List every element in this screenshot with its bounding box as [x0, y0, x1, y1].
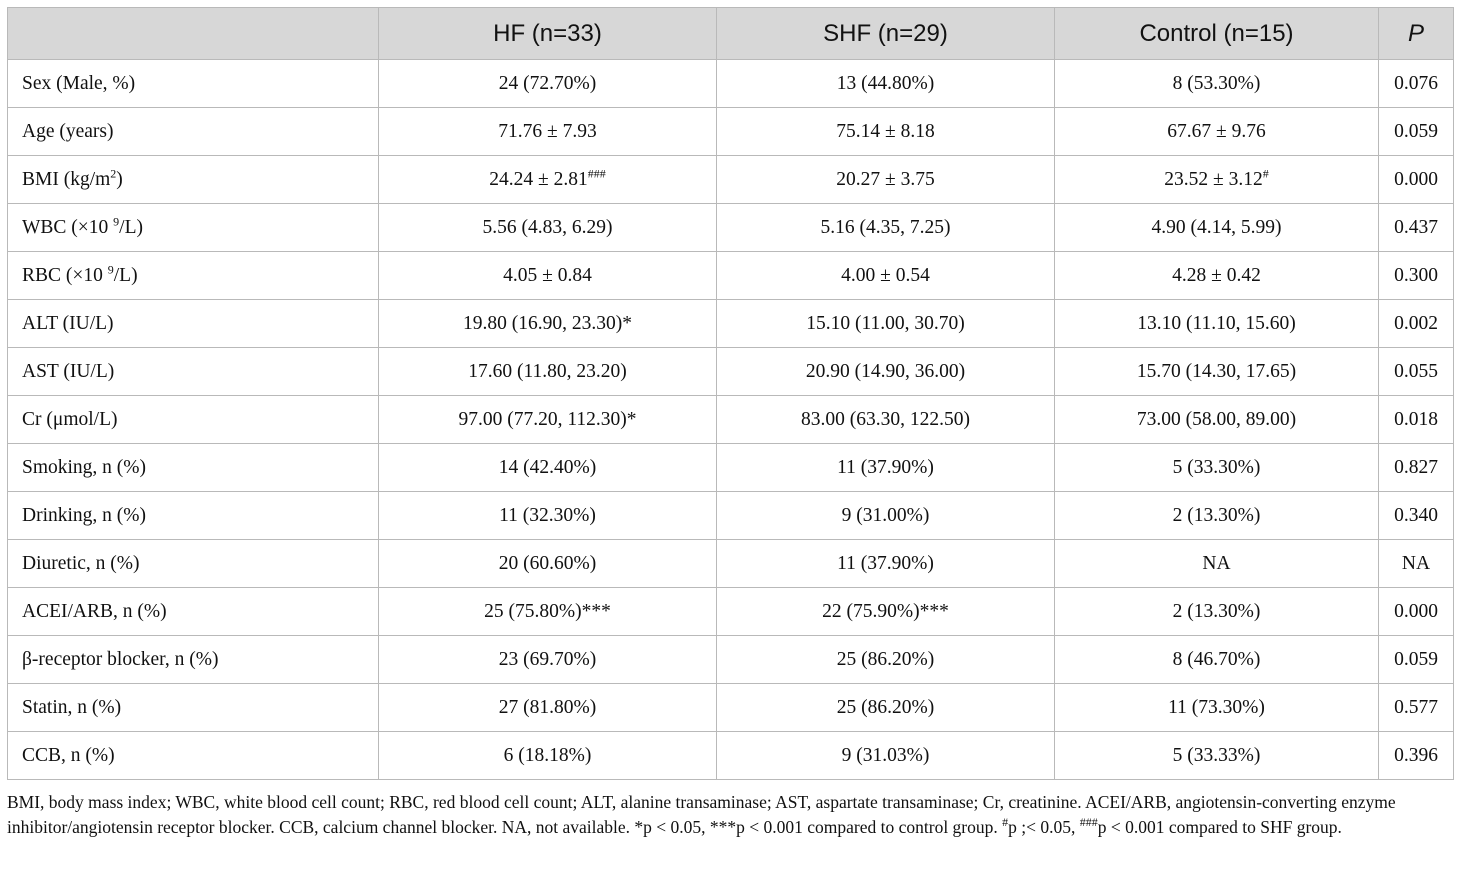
cell-shf: 20.90 (14.90, 36.00) — [717, 348, 1055, 396]
cell-shf: 9 (31.00%) — [717, 492, 1055, 540]
row-label-sup: 9 — [113, 214, 120, 228]
cell-control: 8 (46.70%) — [1055, 636, 1379, 684]
table-row — [8, 204, 1454, 252]
cell-p: 0.059 — [1379, 636, 1454, 684]
cell-hf: 24 (72.70%) — [379, 60, 717, 108]
cell-control: 4.28 ± 0.42 — [1055, 252, 1379, 300]
header-variable — [8, 8, 379, 60]
cell-hf — [379, 156, 717, 204]
header-control: Control (n=15) — [1055, 8, 1379, 60]
cell-hf: 6 (18.18%) — [379, 732, 717, 780]
table-row — [8, 108, 1454, 156]
row-label-text-end: /L) — [119, 216, 143, 238]
table-container — [7, 7, 1453, 780]
cell-value: 23.52 ± 3.12 — [1164, 168, 1263, 190]
cell-control: 13.10 (11.10, 15.60) — [1055, 300, 1379, 348]
cell-control — [1055, 156, 1379, 204]
row-label: Smoking, n (%) — [8, 444, 379, 492]
table-row — [8, 156, 1454, 204]
cell-p: 0.000 — [1379, 156, 1454, 204]
row-label: β-receptor blocker, n (%) — [8, 636, 379, 684]
row-label: Age (years) — [8, 108, 379, 156]
cell-control: 73.00 (58.00, 89.00) — [1055, 396, 1379, 444]
row-label-sup: 2 — [110, 166, 117, 180]
row-label — [8, 252, 379, 300]
cell-shf: 20.27 ± 3.75 — [717, 156, 1055, 204]
table-row — [8, 252, 1454, 300]
cell-shf: 9 (31.03%) — [717, 732, 1055, 780]
row-label: Sex (Male, %) — [8, 60, 379, 108]
footnote-sup: # — [1002, 815, 1009, 830]
cell-p: 0.059 — [1379, 108, 1454, 156]
cell-shf: 83.00 (63.30, 122.50) — [717, 396, 1055, 444]
cell-hf: 27 (81.80%) — [379, 684, 717, 732]
row-label — [8, 156, 379, 204]
cell-shf: 5.16 (4.35, 7.25) — [717, 204, 1055, 252]
cell-p: 0.018 — [1379, 396, 1454, 444]
cell-p: 0.055 — [1379, 348, 1454, 396]
row-label: Cr (μmol/L) — [8, 396, 379, 444]
cell-shf: 11 (37.90%) — [717, 444, 1055, 492]
cell-p: 0.340 — [1379, 492, 1454, 540]
row-label: ACEI/ARB, n (%) — [8, 588, 379, 636]
cell-p: 0.827 — [1379, 444, 1454, 492]
cell-shf: 15.10 (11.00, 30.70) — [717, 300, 1055, 348]
cell-control: 8 (53.30%) — [1055, 60, 1379, 108]
row-label-text: RBC (×10 — [22, 264, 108, 286]
cell-shf: 75.14 ± 8.18 — [717, 108, 1055, 156]
cell-control: NA — [1055, 540, 1379, 588]
cell-control: 2 (13.30%) — [1055, 588, 1379, 636]
cell-sup: # — [1262, 166, 1269, 180]
cell-hf: 23 (69.70%) — [379, 636, 717, 684]
cell-control: 5 (33.33%) — [1055, 732, 1379, 780]
cell-p: 0.437 — [1379, 204, 1454, 252]
cell-p: 0.396 — [1379, 732, 1454, 780]
cell-hf: 19.80 (16.90, 23.30)* — [379, 300, 717, 348]
cell-hf: 25 (75.80%)*** — [379, 588, 717, 636]
cell-control: 5 (33.30%) — [1055, 444, 1379, 492]
cell-p: 0.076 — [1379, 60, 1454, 108]
row-label-text-end: ) — [116, 168, 123, 190]
header-p: P — [1379, 8, 1454, 60]
row-label-text: BMI (kg/m — [22, 168, 111, 190]
cell-p: 0.002 — [1379, 300, 1454, 348]
cell-control: 11 (73.30%) — [1055, 684, 1379, 732]
footnote-text: p < 0.001 compared to SHF group. — [1097, 817, 1342, 837]
row-label-sup: 9 — [107, 262, 114, 276]
cell-control: 2 (13.30%) — [1055, 492, 1379, 540]
table-row — [8, 300, 1454, 348]
cell-hf: 97.00 (77.20, 112.30)* — [379, 396, 717, 444]
cell-control: 67.67 ± 9.76 — [1055, 108, 1379, 156]
row-label: Drinking, n (%) — [8, 492, 379, 540]
row-label — [8, 204, 379, 252]
cell-hf: 5.56 (4.83, 6.29) — [379, 204, 717, 252]
cell-p: NA — [1379, 540, 1454, 588]
cell-hf: 71.76 ± 7.93 — [379, 108, 717, 156]
cell-hf: 17.60 (11.80, 23.20) — [379, 348, 717, 396]
table-row — [8, 444, 1454, 492]
cell-hf: 20 (60.60%) — [379, 540, 717, 588]
table-row — [8, 540, 1454, 588]
cell-shf: 25 (86.20%) — [717, 684, 1055, 732]
row-label: CCB, n (%) — [8, 732, 379, 780]
cell-p: 0.000 — [1379, 588, 1454, 636]
table-row — [8, 348, 1454, 396]
cell-shf: 22 (75.90%)*** — [717, 588, 1055, 636]
cell-shf: 25 (86.20%) — [717, 636, 1055, 684]
baseline-characteristics-table — [7, 7, 1454, 780]
footnote-sup: ### — [1079, 815, 1098, 830]
table-row — [8, 60, 1454, 108]
cell-value: 24.24 ± 2.81 — [489, 168, 588, 190]
header-hf: HF (n=33) — [379, 8, 717, 60]
cell-p: 0.577 — [1379, 684, 1454, 732]
footnote-text: p ;< 0.05, — [1008, 817, 1080, 837]
cell-hf: 14 (42.40%) — [379, 444, 717, 492]
cell-shf: 13 (44.80%) — [717, 60, 1055, 108]
table-row — [8, 732, 1454, 780]
row-label: ALT (IU/L) — [8, 300, 379, 348]
cell-control: 4.90 (4.14, 5.99) — [1055, 204, 1379, 252]
header-row — [8, 8, 1454, 60]
row-label-text: WBC (×10 — [22, 216, 114, 238]
row-label: AST (IU/L) — [8, 348, 379, 396]
cell-control: 15.70 (14.30, 17.65) — [1055, 348, 1379, 396]
cell-sup: ### — [587, 166, 606, 180]
table-footnote — [7, 790, 1455, 840]
table-row — [8, 684, 1454, 732]
cell-shf: 4.00 ± 0.54 — [717, 252, 1055, 300]
cell-hf: 4.05 ± 0.84 — [379, 252, 717, 300]
row-label: Diuretic, n (%) — [8, 540, 379, 588]
cell-p: 0.300 — [1379, 252, 1454, 300]
header-shf: SHF (n=29) — [717, 8, 1055, 60]
row-label: Statin, n (%) — [8, 684, 379, 732]
footnote-text: BMI, body mass index; WBC, white blood cell count; RBC, red blood cell count; ALT, alanine transaminase; AST, aspartate transaminase; Cr, creatinine. ACEI/ARB, angiotensin-converting enzyme inhibitor/angiotensin receptor blocker. CCB, calcium channel blocker. NA, not available. *p < 0.05, ***p < 0.001 compared to control group. — [7, 792, 1396, 837]
cell-hf: 11 (32.30%) — [379, 492, 717, 540]
row-label-text-end: /L) — [113, 264, 138, 286]
table-row — [8, 396, 1454, 444]
table-row — [8, 588, 1454, 636]
table-row — [8, 492, 1454, 540]
table-row — [8, 636, 1454, 684]
cell-shf: 11 (37.90%) — [717, 540, 1055, 588]
